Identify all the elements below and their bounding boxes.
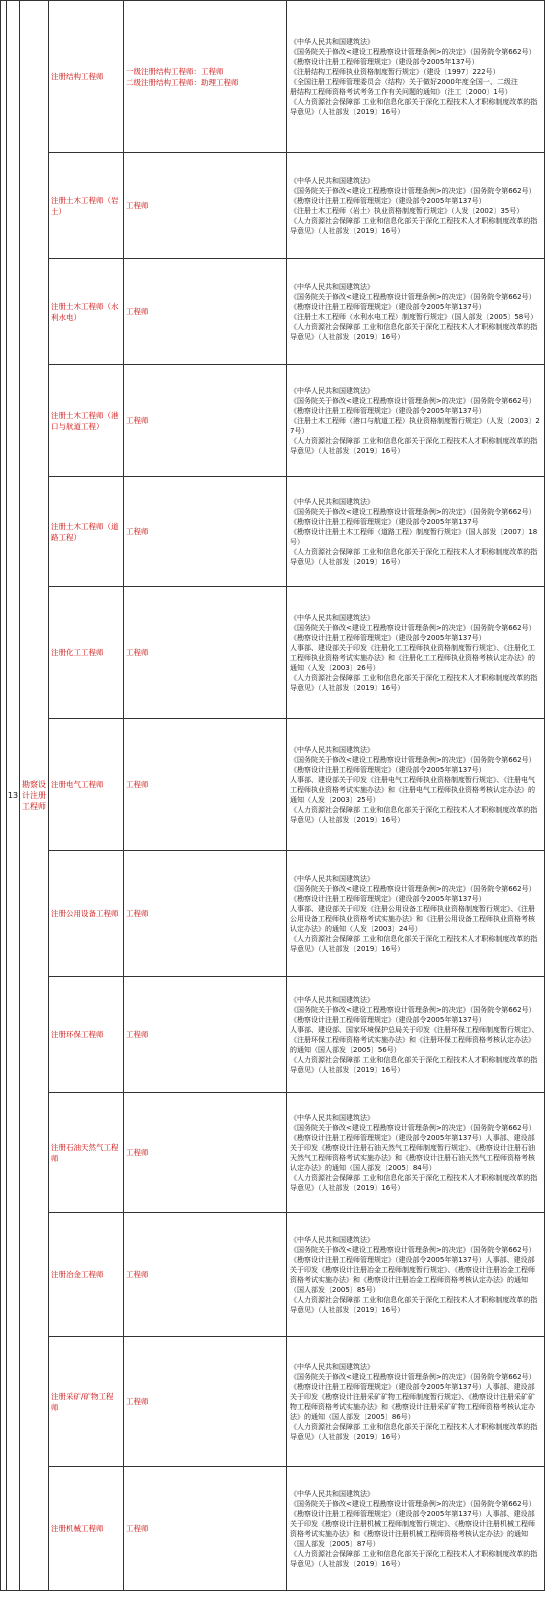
row-number: 13 xyxy=(7,1,20,1591)
category-cell: 勘察设计注册工程师 xyxy=(20,1,49,1591)
qualification-level xyxy=(124,587,287,719)
level-line: 一级注册结构工程师：工程师 xyxy=(126,66,224,76)
basis-line: 《勘察设计注册工程师管理规定》（建设部令2005年第137号） xyxy=(290,1015,486,1024)
basis-line: 《中华人民共和国建筑法》 xyxy=(290,745,374,754)
basis-line: 《中华人民共和国建筑法》 xyxy=(290,386,374,395)
policy-basis xyxy=(287,977,545,1093)
basis-line: 《国务院关于修改<建设工程勘察设计管理条例>的决定》（国务院令第662号） xyxy=(290,186,536,195)
basis-line: 《中华人民共和国建筑法》 xyxy=(290,874,374,883)
qualification-title: 注册电气工程师 xyxy=(49,719,124,851)
basis-line: 《勘察设计注册工程师管理规定》（建设部令2005年第137号）人事部、建设部关于印发《勘察设计注册冶金工程师制度暂行规定》、《勘察设计注册冶金工程师资格考试实施办法》和《勘察设计注册冶金工程师资格考核认定办法》的通知（国人部发〔2005〕85号） xyxy=(290,1255,535,1294)
basis-line: 《人力资源社会保障部 工业和信息化部关于深化工程技术人才职称制度改革的指导意见》（人社部发〔2019〕16号） xyxy=(290,1422,538,1441)
basis-line: 《国务院关于修改<建设工程勘察设计管理条例>的决定》（国务院令第662号） xyxy=(290,884,536,893)
qualification-title: 注册土木工程师（水利水电） xyxy=(49,259,124,365)
basis-line: 《勘察设计注册工程师管理规定》（建设部令2005年第137号）人事部、建设部关于印发《勘察设计注册石油天然气工程师制度暂行规定》、《勘察设计注册石油天然气工程师资格考试实施办法》和《勘察设计注册石油天然气工程师资格考核认定办法》的通知（国人部发〔2005〕84号） xyxy=(290,1133,535,1172)
policy-basis xyxy=(287,1093,545,1213)
basis-line: 《国务院关于修改<建设工程勘察设计管理条例>的决定》（国务院令第662号） xyxy=(290,292,536,301)
basis-line: 《国务院关于修改<建设工程勘察设计管理条例>的决定》（国务院令第662号） xyxy=(290,507,536,516)
level-line: 工程师 xyxy=(126,416,149,425)
basis-line: 《中华人民共和国建筑法》 xyxy=(290,1235,374,1244)
basis-line: 《人力资源社会保障部 工业和信息化部关于深化工程技术人才职称制度改革的指导意见》（人社部发〔2019〕16号） xyxy=(290,934,538,953)
basis-line: 《勘察设计注册工程师管理规定》（建设部令2005年第137号） xyxy=(290,633,486,642)
basis-line: 《国务院关于修改<建设工程勘察设计管理条例>的决定》（国务院令第662号） xyxy=(290,1123,536,1132)
basis-line: 《人力资源社会保障部 工业和信息化部关于深化工程技术人才职称制度改革的指导意见》（人社部发〔2019〕16号） xyxy=(290,322,538,341)
basis-line: 《中华人民共和国建筑法》 xyxy=(290,1489,374,1498)
policy-basis xyxy=(287,1467,545,1591)
qualification-title: 注册土木工程师（港口与航道工程） xyxy=(49,365,124,477)
basis-line: 《勘察设计注册工程师管理规定》（建设部令2005年第137号） xyxy=(290,406,486,415)
level-line: 工程师 xyxy=(126,201,149,210)
qualification-level xyxy=(124,477,287,587)
table-row xyxy=(1,719,545,851)
policy-basis xyxy=(287,153,545,259)
basis-line: 人事部、建设部关于印发《注册公用设备工程师执业资格制度暂行规定》、《注册公用设备工程师执业资格考试实施办法》和《注册公用设备工程师执业资格考核认定办法》的通知（人发〔2003〕24号） xyxy=(290,904,535,933)
level-line: 工程师 xyxy=(126,780,149,789)
basis-line: 《勘察设计注册工程师管理规定》（建设部令2005年第137号） xyxy=(290,302,486,311)
table-row xyxy=(1,153,545,259)
basis-line: 《人力资源社会保障部 工业和信息化部关于深化工程技术人才职称制度改革的指导意见》（人社部发〔2019〕16号） xyxy=(290,216,538,235)
policy-basis xyxy=(287,365,545,477)
level-line: 工程师 xyxy=(126,1030,149,1039)
basis-line: 《中华人民共和国建筑法》 xyxy=(290,613,374,622)
table-row xyxy=(1,587,545,719)
basis-line: 《人力资源社会保障部 工业和信息化部关于深化工程技术人才职称制度改革的指导意见》（人社部发〔2019〕16号） xyxy=(290,436,538,455)
policy-basis xyxy=(287,587,545,719)
basis-line: 《中华人民共和国建筑法》 xyxy=(290,176,374,185)
level-line: 工程师 xyxy=(126,1148,149,1157)
qualification-title: 注册环保工程师 xyxy=(49,977,124,1093)
qualification-level xyxy=(124,1213,287,1337)
basis-line: 人事部、建设部关于印发《注册化工工程师执业资格制度暂行规定》、《注册化工工程师执业资格考试实施办法》和《注册化工工程师执业资格考核认定办法》的通知（人发〔2003〕26号） xyxy=(290,643,535,672)
basis-line: 《全国注册工程师管理委员会（结构）关于做好2000年度全国一、二级注 xyxy=(290,77,518,86)
basis-line: 《国务院关于修改<建设工程勘察设计管理条例>的决定》（国务院令第662号） xyxy=(290,1005,536,1014)
table-row xyxy=(1,1337,545,1467)
policy-basis xyxy=(287,477,545,587)
basis-line: 册结构工程师资格考试考务工作有关问题的通知》（注工〔2000〕1号） xyxy=(290,87,512,96)
basis-line: 《国务院关于修改<建设工程勘察设计管理条例>的决定》（国务院令第662号） xyxy=(290,623,536,632)
basis-line: 《勘察设计注册工程师管理规定》（建设部令2005年第137号） xyxy=(290,894,486,903)
basis-line: 《人力资源社会保障部 工业和信息化部关于深化工程技术人才职称制度改革的指导意见》（人社部发〔2019〕16号） xyxy=(290,1549,538,1568)
basis-line: 《注册结构工程师执业资格制度暂行规定》（建设〔1997〕222号） xyxy=(290,67,500,76)
basis-line: 《中华人民共和国建筑法》 xyxy=(290,1113,374,1122)
table-row xyxy=(1,259,545,365)
table-row xyxy=(1,1467,545,1591)
qualification-level xyxy=(124,259,287,365)
policy-basis xyxy=(287,1337,545,1467)
level-line: 工程师 xyxy=(126,1524,149,1533)
qualification-title: 注册化工工程师 xyxy=(49,587,124,719)
qualification-title: 注册机械工程师 xyxy=(49,1467,124,1591)
policy-basis xyxy=(287,259,545,365)
qualification-level xyxy=(124,1,287,153)
policy-basis xyxy=(287,719,545,851)
table-row xyxy=(1,1093,545,1213)
qualification-title: 注册公用设备工程师 xyxy=(49,851,124,977)
basis-line: 《人力资源社会保障部 工业和信息化部关于深化工程技术人才职称制度改革的指导意见》（人社部发〔2019〕16号） xyxy=(290,673,538,692)
policy-basis xyxy=(287,851,545,977)
qualification-title: 注册结构工程师 xyxy=(49,1,124,153)
basis-line: 《国务院关于修改<建设工程勘察设计管理条例>的决定》（国务院令第662号） xyxy=(290,396,536,405)
qualification-level xyxy=(124,977,287,1093)
qualification-level xyxy=(124,1093,287,1213)
qualification-level xyxy=(124,153,287,259)
basis-line: 《勘察设计注册工程师管理规定》（建设部令2005年第137号）人事部、建设部关于印发《勘察设计注册采矿矿物工程师制度暂行规定》、《勘察设计注册采矿矿物工程师资格考试实施办法》和《勘察设计注册采矿矿物工程师资格考核认定办法》的通知（国人部发〔2005〕86号） xyxy=(290,1382,535,1421)
basis-line: 《注册土木工程师（港口与航道工程）执业资格制度暂行规定》（人发〔2003〕27号） xyxy=(290,416,540,435)
level-line: 工程师 xyxy=(126,648,149,657)
basis-line: 《人力资源社会保障部 工业和信息化部关于深化工程技术人才职称制度改革的指导意见》（人社部发〔2019〕16号） xyxy=(290,805,538,824)
basis-line: 《人力资源社会保障部 工业和信息化部关于深化工程技术人才职称制度改革的指导意见》（人社部发〔2019〕16号） xyxy=(290,1055,538,1074)
qualification-title: 注册冶金工程师 xyxy=(49,1213,124,1337)
level-line: 二级注册结构工程师：助理工程师 xyxy=(126,77,239,87)
qualification-level xyxy=(124,365,287,477)
basis-line: 《中华人民共和国建筑法》 xyxy=(290,497,374,506)
basis-line: 《人力资源社会保障部 工业和信息化部关于深化工程技术人才职称制度改革的指导意见》（人社部发〔2019〕16号） xyxy=(290,1173,538,1192)
qualification-level xyxy=(124,1337,287,1467)
level-line: 工程师 xyxy=(126,909,149,918)
basis-line: 《中华人民共和国建筑法》 xyxy=(290,995,374,1004)
basis-line: 《人力资源社会保障部 工业和信息化部关于深化工程技术人才职称制度改革的指导意见》（人社部发〔2019〕16号） xyxy=(290,547,538,566)
table-row xyxy=(1,851,545,977)
policy-basis xyxy=(287,1213,545,1337)
basis-line: 《中华人民共和国建筑法》 xyxy=(290,37,374,46)
level-line: 工程师 xyxy=(126,1270,149,1279)
qualification-level xyxy=(124,719,287,851)
qualification-level xyxy=(124,1467,287,1591)
basis-line: 《勘察设计注册工程师管理规定》（建设部令2005年第137号 xyxy=(290,517,479,526)
basis-line: 《人力资源社会保障部 工业和信息化部关于深化工程技术人才职称制度改革的指导意见》（人社部发〔2019〕16号） xyxy=(290,97,538,116)
table-row xyxy=(1,1213,545,1337)
basis-line: 《国务院关于修改<建设工程勘察设计管理条例>的决定》（国务院令第662号） xyxy=(290,1245,536,1254)
basis-line: 《勘察设计注册工程师管理规定》（建设部令2005年137号） xyxy=(290,57,479,66)
level-line: 工程师 xyxy=(126,527,149,536)
level-line: 工程师 xyxy=(126,1397,149,1406)
qualification-title: 注册采矿/矿物工程师 xyxy=(49,1337,124,1467)
table-row xyxy=(1,977,545,1093)
qualification-title: 注册土木工程师（道路工程） xyxy=(49,477,124,587)
basis-line: 《勘察设计注册工程师管理规定》（建设部令2005年第137号） xyxy=(290,765,486,774)
basis-line: 《国务院关于修改<建设工程勘察设计管理条例>的决定》（国务院令第662号） xyxy=(290,1372,536,1381)
basis-line: 《中华人民共和国建筑法》 xyxy=(290,282,374,291)
table-row xyxy=(1,477,545,587)
qualification-level xyxy=(124,851,287,977)
basis-line: 《勘察设计注册土木工程师（道路工程）制度暂行规定》（国人部发〔2007〕18号） xyxy=(290,527,538,546)
basis-line: 《注册土木工程师（水利水电工程）制度暂行规定》（国人部发〔2005〕58号） xyxy=(290,312,538,321)
policy-basis xyxy=(287,1,545,153)
basis-line: 《注册土木工程师（岩土）执业资格制度暂行规定》（人发〔2002〕35号） xyxy=(290,206,524,215)
qualification-title: 注册石油天然气工程师 xyxy=(49,1093,124,1213)
qualification-title: 注册土木工程师（岩土） xyxy=(49,153,124,259)
table-row xyxy=(1,1,545,153)
basis-line: 《国务院关于修改<建设工程勘察设计管理条例>的决定》（国务院令第662号） xyxy=(290,755,536,764)
basis-line: 《国务院关于修改<建设工程勘察设计管理条例>的决定》（国务院令第662号）《勘察设计注册工程师管理规定》（建设部令2005年第137号）人事部、建设部关于印发《勘察设计注册机械工程师制度暂行规定》、《勘察设计注册机械工程师资格考试实施办法》和《勘察设计注册机械工程师资格考核认定办法》的通知（国人部发〔2005〕87号） xyxy=(290,1499,536,1548)
basis-line: 《人力资源社会保障部 工业和信息化部关于深化工程技术人才职称制度改革的指导意见》（人社部发〔2019〕16号） xyxy=(290,1295,538,1314)
level-line: 工程师 xyxy=(126,307,149,316)
basis-line: 《国务院关于修改<建设工程勘察设计管理条例>的决定》（国务院令第662号） xyxy=(290,47,536,56)
basis-line: 《勘察设计注册工程师管理规定》（建设部令2005年第137号） xyxy=(290,196,486,205)
basis-line: 《中华人民共和国建筑法》 xyxy=(290,1362,374,1371)
table-row xyxy=(1,365,545,477)
basis-line: 人事部、建设部、国家环境保护总局关于印发《注册环保工程师制度暂行规定》、《注册环保工程师资格考试实施办法》和《注册环保工程师资格考核认定办法》的通知（国人部发〔2005〕56号） xyxy=(290,1025,539,1054)
basis-line: 人事部、建设部关于印发《注册电气工程师执业资格制度暂行规定》、《注册电气工程师执业资格考试实施办法》和《注册电气工程师执业资格考核认定办法》的通知（人发〔2003〕25号） xyxy=(290,775,535,804)
